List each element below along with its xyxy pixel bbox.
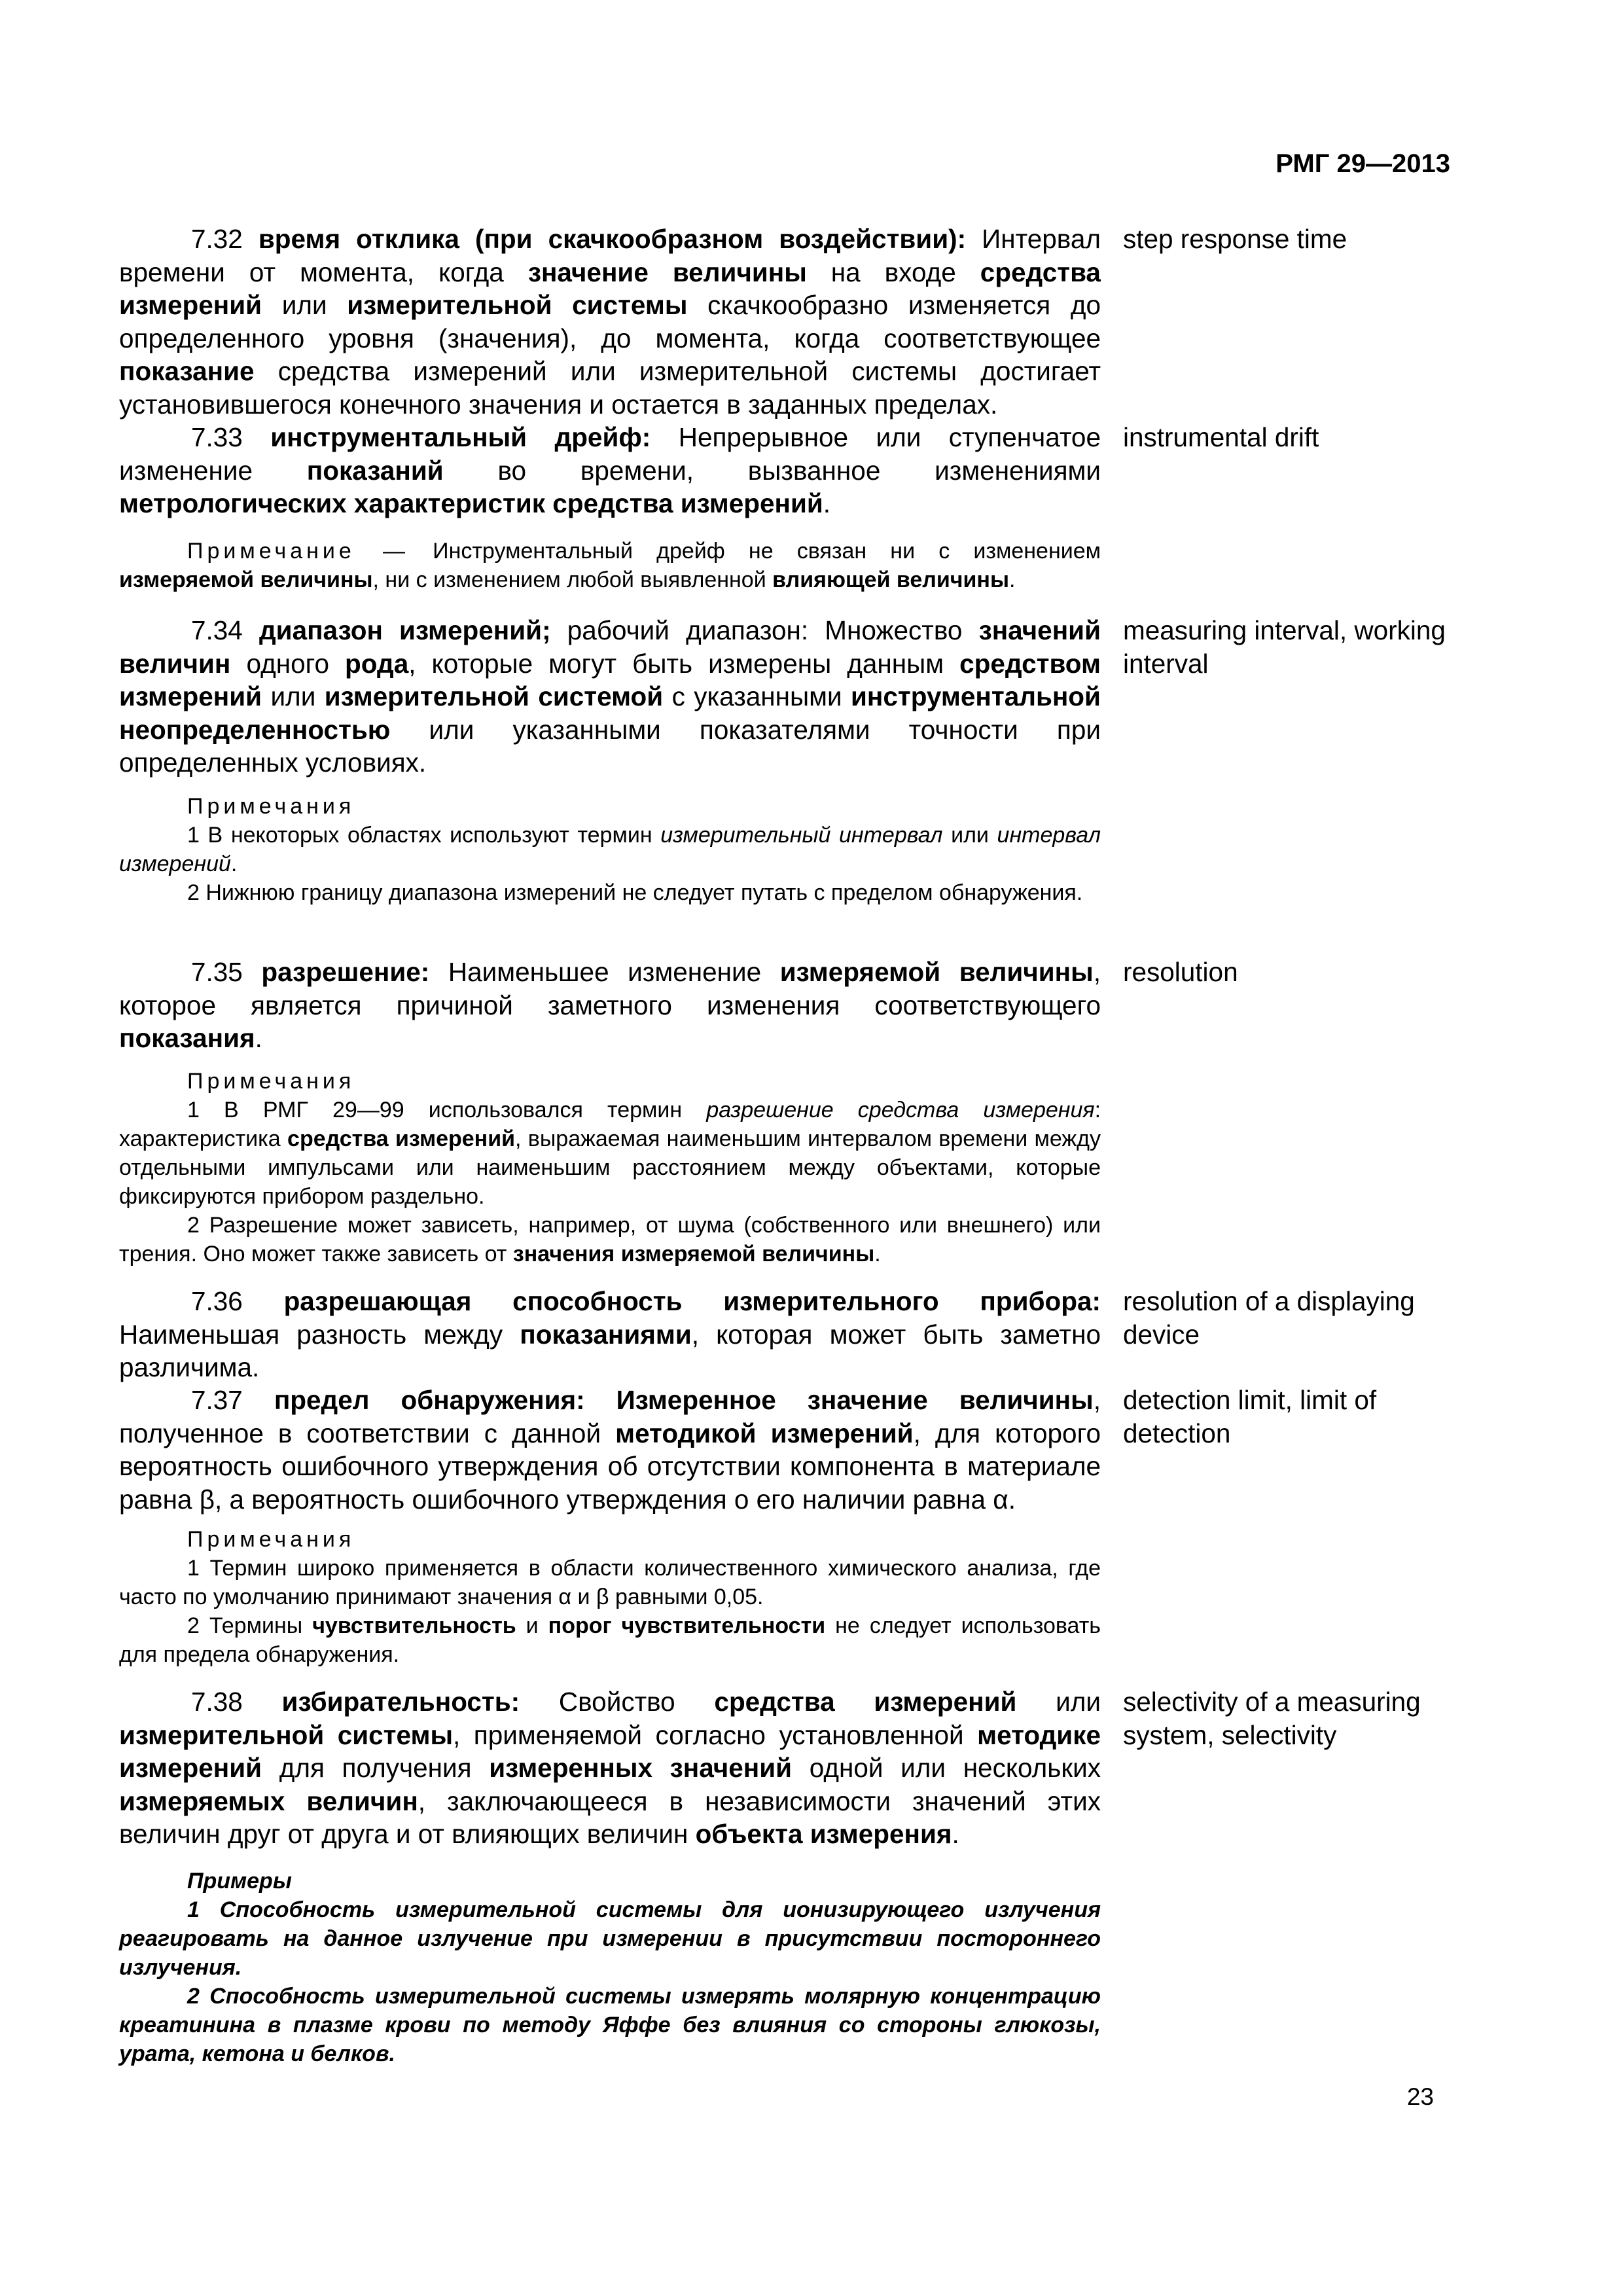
term-entry-7-38	[119, 1685, 1101, 1851]
note-item: 1 В РМГ 29—99 использовался термин разрешение средства измерения: характеристика средства измерений, выражаемая наименьшим интервалом времени между отдельными импульсами или наименьшим расстоянием между объектами, которые фиксируются прибором раздельно.	[119, 1098, 1101, 1209]
term-name: время отклика (при скачкообразном воздействии):	[258, 224, 967, 254]
term-definition: 7.37 предел обнаружения: Измеренное значение величины, полученное в соответствии с данной методикой измерений, для которого вероятность ошибочного утверждения об отсутствии компонента в материале равна β, а вероятность ошибочного утверждения о его наличии равна α.	[119, 1385, 1101, 1515]
note-item: 2 Термины чувствительность и порог чувствительности не следует использовать для предела обнаружения.	[119, 1613, 1101, 1667]
term-definition: 7.35 разрешение: Наименьшее изменение измеряемой величины, которое является причиной заметного изменения соответствующего показания.	[119, 957, 1101, 1053]
note-item: 1 Термин широко применяется в области количественного химического анализа, где часто по умолчанию принимают значения α и β равными 0,05.	[119, 1556, 1101, 1609]
term-name: избирательность:	[281, 1687, 520, 1717]
term-entry-7-36	[119, 1285, 1101, 1384]
note-item: 1 В некоторых областях используют термин измерительный интервал или интервал измерений.	[119, 823, 1101, 876]
page-number: 23	[1406, 2083, 1434, 2110]
note-7-33: Примечание — Инструментальный дрейф не связан ни с изменением измеряемой величины, ни с изменением любой выявленной влияющей величины.	[119, 539, 1101, 592]
term-name: диапазон измерений;	[259, 615, 551, 645]
term-name: разрешение:	[261, 957, 430, 987]
example-item: 1 Способность измерительной системы для ионизирующего излучения реагировать на данное излучение при измерении в присутствии постороннего излучения.	[119, 1897, 1101, 1980]
term-entry-7-37	[119, 1384, 1101, 1516]
document-code: РМГ 29—2013	[1275, 149, 1450, 178]
term-name: предел обнаружения:	[274, 1385, 585, 1415]
english-term: measuring interval, working interval	[1123, 615, 1446, 679]
note-item: 2 Нижнюю границу диапазона измерений не следует путать с пределом обнаружения.	[187, 880, 1083, 905]
notes-heading: Примечания	[187, 1069, 355, 1094]
term-definition: 7.34 диапазон измерений; рабочий диапазон: Множество значений величин одного рода, которые могут быть измерены данным средством измерений или измерительной системой с указанными инструментальной неопределенностью или указанными показателями точности при определенных условиях.	[119, 615, 1101, 778]
term-entry-7-32	[119, 223, 1101, 421]
note-item: 2 Разрешение может зависеть, например, от шума (собственного или внешнего) или трения. Оно может также зависеть от значения измеряемой величины.	[119, 1213, 1101, 1266]
notes-7-34	[119, 792, 1101, 907]
term-definition: 7.33 инструментальный дрейф: Непрерывное или ступенчатое изменение показаний во времени, вызванное изменениями метрологических характеристик средства измерений.	[119, 422, 1101, 518]
term-entry-7-35	[119, 956, 1101, 1055]
english-term: detection limit, limit of detection	[1123, 1385, 1377, 1448]
term-entry-7-34	[119, 614, 1101, 780]
term-entry-7-33	[119, 421, 1101, 520]
examples-heading: Примеры	[187, 1869, 292, 1893]
english-term: selectivity of a measuring system, selectivity	[1123, 1687, 1421, 1750]
term-definition: 7.32 время отклика (при скачкообразном воздействии): Интервал времени от момента, когда значение величины на входе средства измерений или измерительной системы скачкообразно изменяется до определенного уровня (значения), до момента, когда соответствующее показание средства измерений или измерительной системы достигает установившегося конечного значения и остается в заданных пределах.	[119, 224, 1101, 420]
term-name: инструментальный дрейф:	[270, 422, 651, 452]
english-term: resolution of a displaying device	[1123, 1286, 1415, 1350]
notes-heading: Примечания	[187, 1527, 355, 1552]
notes-7-37	[119, 1525, 1101, 1669]
term-definition: 7.38 избирательность: Свойство средства измерений или измерительной системы, применяемой согласно установленной методике измерений для получения измеренных значений одной или нескольких измеряемых величин, заключающееся в независимости значений этих величин друг от друга и от влияющих величин объекта измерения.	[119, 1687, 1101, 1849]
term-name: разрешающая способность измерительного прибора:	[283, 1286, 1101, 1316]
notes-7-35	[119, 1067, 1101, 1268]
note-label: Примечание —	[187, 539, 409, 564]
english-term: resolution	[1123, 957, 1238, 987]
example-item: 2 Способность измерительной системы измерять молярную концентрацию креатинина в плазме крови по методу Яффе без влияния со стороны глюкозы, урата, кетона и белков.	[119, 1984, 1101, 2066]
english-term: step response time	[1123, 224, 1347, 254]
examples-7-38	[119, 1867, 1101, 2068]
notes-heading: Примечания	[187, 794, 355, 819]
term-definition: 7.36 разрешающая способность измерительного прибора: Наименьшая разность между показаниями, которая может быть заметно различима.	[119, 1286, 1101, 1382]
english-term: instrumental drift	[1123, 422, 1319, 452]
